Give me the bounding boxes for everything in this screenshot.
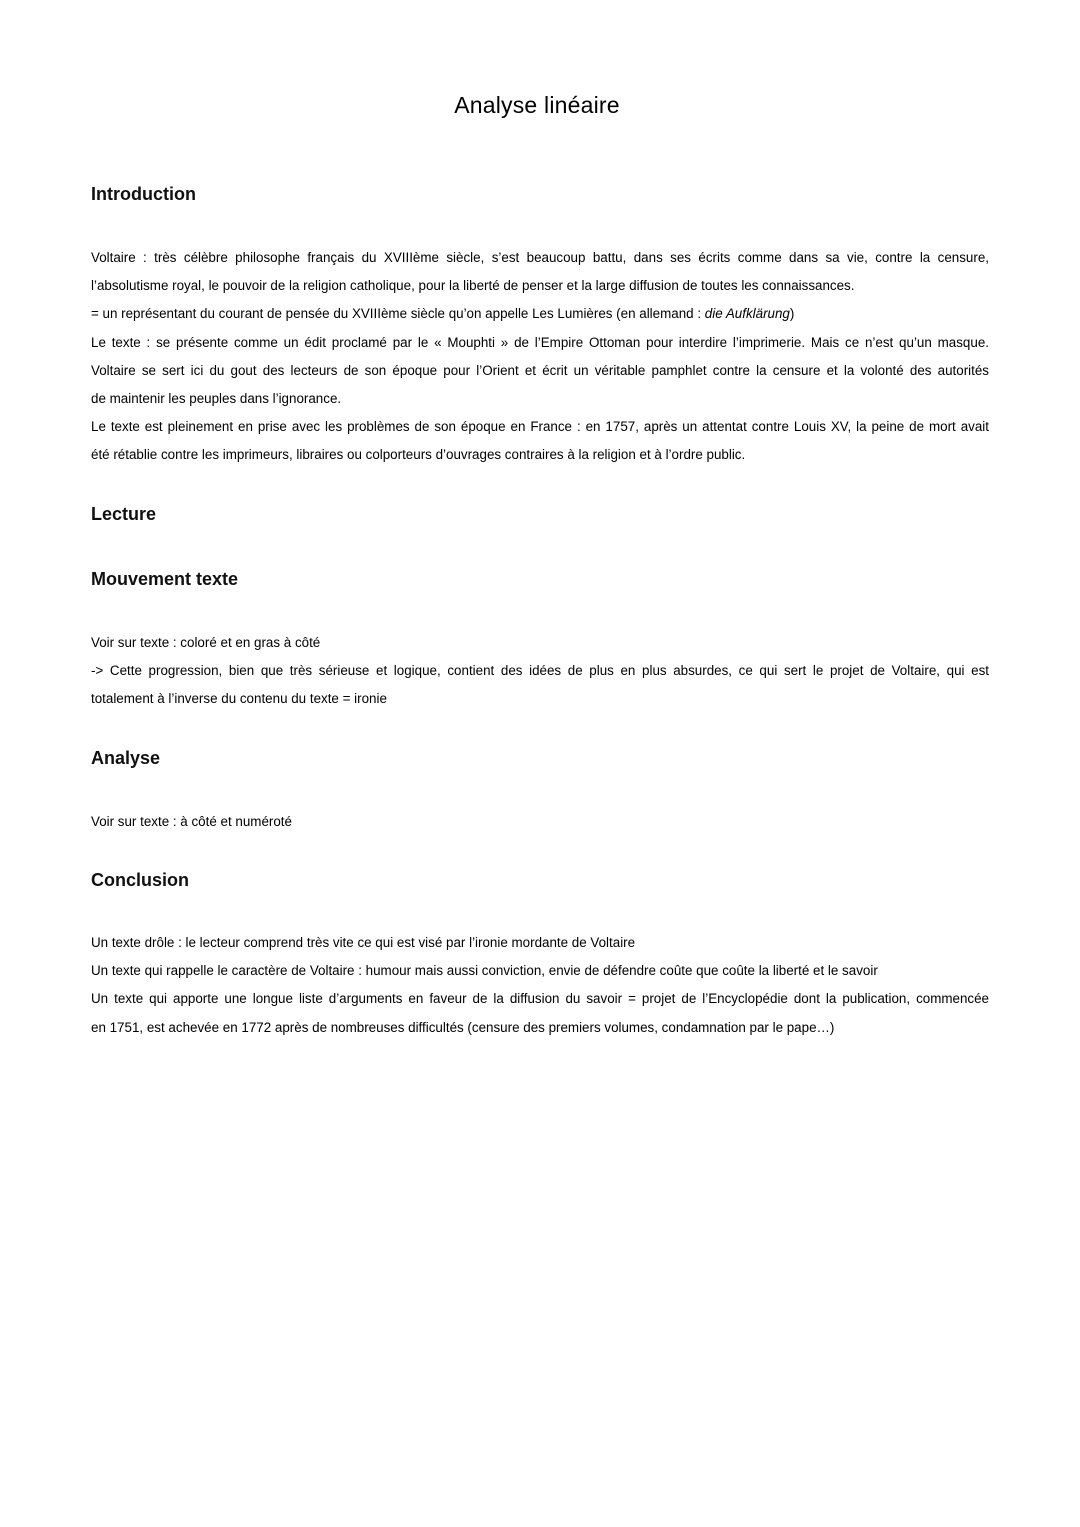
mouvement-paragraph — [91, 629, 989, 714]
section-heading-mouvement: Mouvement texte — [91, 569, 239, 589]
mouvement-line: -> Cette progression, bien que très sérieuse et logique, contient des idées de plus en plus absurdes, ce qui sert le projet de Voltaire, qui est — [91, 663, 989, 679]
mouvement-line: totalement à l’inverse du contenu du texte = ironie — [91, 691, 387, 707]
introduction-line: de maintenir les peuples dans l’ignorance. — [91, 391, 342, 407]
section-heading-introduction: Introduction — [91, 184, 196, 204]
german-term: die Aufklärung — [704, 306, 790, 322]
introduction-line: Voltaire : très célèbre philosophe français du XVIIIème siècle, s’est beaucoup battu, dans ses écrits comme dans sa vie, contre la censure, — [91, 250, 989, 265]
conclusion-line: Un texte qui rappelle le caractère de Voltaire : humour mais aussi conviction, envie de défendre coûte que coûte la liberté et le savoir — [91, 963, 878, 979]
conclusion-line: en 1751, est achevée en 1772 après de nombreuses difficultés (censure des premiers volumes, condamnation par le pape…) — [91, 1019, 835, 1035]
introduction-line: Le texte : se présente comme un édit proclamé par le « Mouphti » de l’Empire Ottoman pour interdire l’imprimerie. Mais ce n’est qu’un masque. — [91, 334, 989, 350]
conclusion-line: Un texte drôle : le lecteur comprend très vite ce qui est visé par l’ironie mordante de Voltaire — [91, 935, 636, 950]
conclusion-paragraph — [91, 929, 989, 1042]
introduction-line: Voltaire se sert ici du gout des lecteurs de son époque pour l’Orient et écrit un véritable pamphlet contre la censure et la volonté des autorités — [91, 362, 989, 378]
introduction-line — [91, 300, 989, 328]
mouvement-line: Voir sur texte : coloré et en gras à côté — [91, 635, 321, 650]
introduction-paragraph — [91, 244, 989, 470]
introduction-line: été rétablie contre les imprimeurs, libraires ou colporteurs d’ouvrages contraires à la religion et à l’ordre public. — [91, 447, 746, 463]
analyse-paragraph — [91, 808, 989, 836]
introduction-line: l’absolutisme royal, le pouvoir de la religion catholique, pour la liberté de penser et la large diffusion de toutes les connaissances. — [91, 278, 855, 294]
page-title: Analyse linéaire — [454, 92, 620, 118]
introduction-line-close: ) — [789, 306, 795, 322]
section-heading-lecture: Lecture — [91, 504, 157, 524]
introduction-line-text: = un représentant du courant de pensée du XVIIIème siècle qu’on appelle Les Lumières (en allemand : — [91, 306, 705, 322]
introduction-line: Le texte est pleinement en prise avec les problèmes de son époque en France : en 1757, après un attentat contre Louis XV, la peine de mort avait — [91, 419, 989, 435]
analyse-line: Voir sur texte : à côté et numéroté — [91, 814, 292, 829]
section-heading-conclusion: Conclusion — [91, 870, 189, 890]
section-heading-analyse: Analyse — [91, 748, 161, 768]
conclusion-line: Un texte qui apporte une longue liste d’arguments en faveur de la diffusion du savoir = projet de l’Encyclopédie dont la publication, commencée — [91, 991, 989, 1007]
